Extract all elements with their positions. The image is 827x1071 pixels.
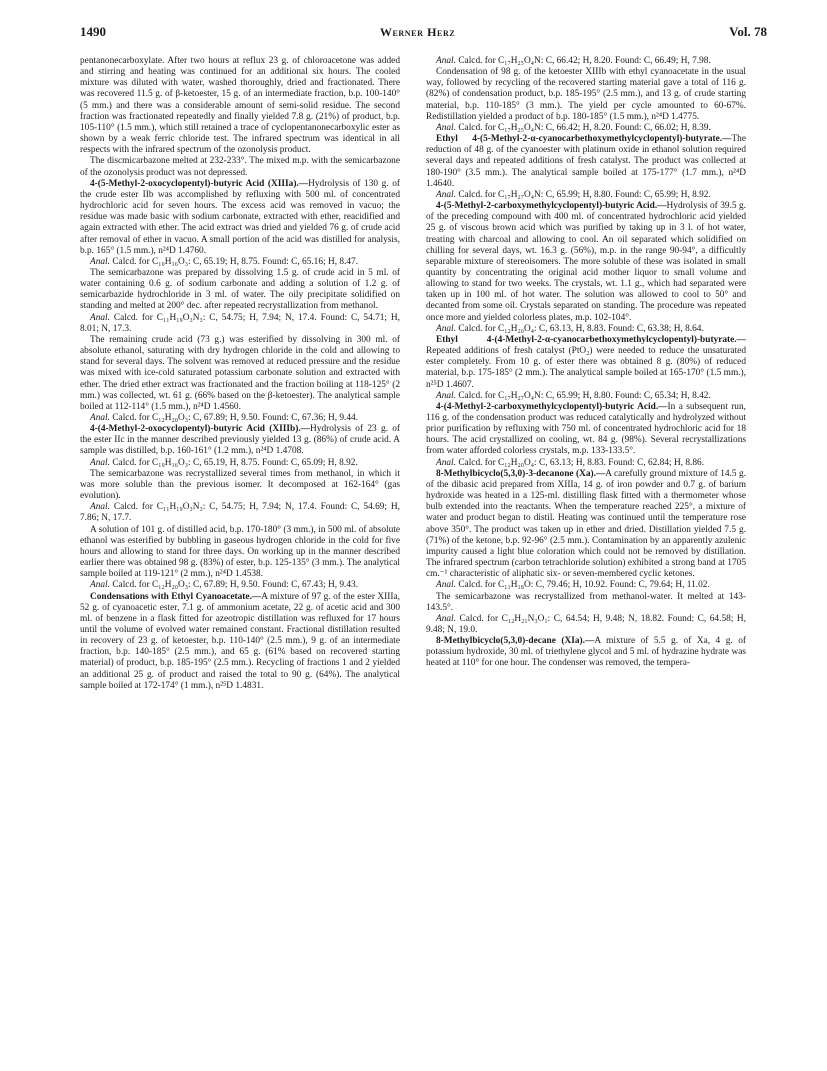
section-heading: Ethyl 4-(4-Methyl-2-α-cyanocarbethoxymethylcyclopentyl)-butyrate.— — [436, 334, 746, 345]
paragraph-text: Calcd. for C₁₁H₁₈O: C, 79.46; H, 10.92. Found: C, 79.64; H, 11.02. — [458, 580, 710, 591]
analysis-label: Anal. — [436, 323, 456, 334]
analysis-line — [80, 458, 400, 469]
analysis-label: Anal. — [436, 457, 456, 468]
paragraph-text: Calcd. for C₁₂H₂₀O₄: C, 63.13; H, 8.83. Found: C, 62.84; H, 8.86. — [458, 457, 705, 468]
analysis-label: Anal. — [90, 457, 110, 468]
paragraph — [80, 525, 400, 581]
analysis-line — [80, 580, 400, 591]
analysis-line — [426, 614, 746, 636]
paragraph-text: Calcd. for C₁₂H₂₁N₃O₁: C, 64.54; H, 9.48; N, 18.82. Found: C, 64.58; H, 9.48; N, 19.0. — [426, 613, 746, 635]
paragraph-text: Calcd. for C₁₀H₁₆O₃: C, 65.19; H, 8.75. Found: C, 65.16; H, 8.47. — [112, 256, 359, 267]
section-paragraph — [426, 469, 746, 581]
volume-label: Vol. 78 — [729, 24, 767, 39]
section-paragraph — [80, 592, 400, 692]
page-header — [80, 24, 767, 44]
page-number: 1490 — [80, 24, 106, 39]
paragraph-text: Calcd. for C₁₂H₂₀O₄: C, 63.13, H, 8.83. Found: C, 63.38; H, 8.64. — [458, 323, 704, 334]
paragraph-text: A carefully ground mixture of 14.5 g. of the dibasic acid prepared from XIIIa, 14 g. of iron powder and 0.7 g. of barium hydroxide was heated in a 125-ml. distilling flask fitted with a thermometer whose bulb extended into the reactants. When the temperature reached 225°, a mixture of water and product began to distil. Heating was continued until the temperature rose above 350°. The product was taken up in ether and dried. Distillation yielded 7.5 g. (71%) of the ketone, b.p. 92-96° (2.5 mm.). Contamination by an apparently azulenic impurity caused a light blue coloration which could not be removed by distillation. The infrared spectrum (carbon tetrachloride solution) exhibited a strong band at 1705 cm.⁻¹ characteristic of aliphatic six- or seven-membered cyclic ketones. — [426, 468, 746, 580]
paragraph-text: pentanonecarboxylate. After two hours at reflux 23 g. of chloroacetone was added and stirring and heating was continued for an additional six hours. The cooled mixture was diluted with water, washed thoroughly, dried and fractionated. There was recovered 11.5 g. of β-ketoester, 15 g. of an intermediate fraction, b.p. 100-140° (5 mm.) and there was a considerable amount of semi-solid residue. The second fraction was fractionated repeatedly and finally yielded 7.8 g. (21%) of product, b.p. 105-110° (1.5 mm.), which still retained a trace of cyclopentanonecarboxylic ester as shown by a weak ferric chloride test. The infrared spectrum was identical in all respects with the infrared spectrum of the ozonolysis product. — [80, 56, 400, 156]
analysis-label: Anal. — [90, 413, 110, 423]
section-heading: Condensations with Ethyl Cyanoacetate.— — [90, 591, 262, 602]
section-heading: 4-(5-Methyl-2-oxocyclopentyl)-butyric Acid (XIIIa).— — [90, 178, 309, 189]
analysis-line — [426, 391, 746, 402]
paragraph-text: Hydrolysis of 130 g. of the crude ester IIb was accomplished by refluxing with 500 ml. of concentrated hydrochloric acid for seven hours. The excess acid was removed in vacuo; the residue was made basic with sodium carbonate, extracted with ether, reacidified and again extracted with ether. The acid extract was dried and yielded 76 g. of crude acid after removal of ether in vacuo. A small portion of the acid was distilled for analysis, b.p. 165° (1.5 mm.), n²⁴D 1.4760. — [80, 178, 400, 256]
analysis-line — [80, 257, 400, 268]
left-column — [80, 56, 400, 692]
section-heading: 8-Methylbicyclo(5,3,0)-3-decanone (Xa).— — [436, 468, 606, 479]
analysis-line — [426, 56, 746, 67]
section-heading: 4-(4-Methyl-2-carboxymethylcyclopentyl)-butyric Acid.— — [436, 401, 668, 412]
paragraph-text: A mixture of 97 g. of the ester XIIIa, 52 g. of cyanoacetic ester, 7.1 g. of ammonium acetate, 22 g. of acetic acid and 300 ml. of benzene in a flask fitted for azeotropic distillation was refluxed for 17 hours until the volume of evolved water remained constant. Fractional distillation resulted in recovery of 23 g. of ketoester, b.p. 110-140° (2.5 mm.), 9 g. of an intermediate fraction, b.p. 140-185° (2.5 mm.), and 65 g. (61% based on recovered starting material) of product, b.p. 185-195° (2.5 mm.). Recycling of fractions 1 and 2 yielded an additional 25 g. of product and raised the total to 90 g. (64%). The analytical sample boiled at 172-174° (1 mm.), n²⁵D 1.4831. — [80, 591, 400, 691]
running-author: Werner Herz — [379, 25, 456, 39]
right-column — [426, 56, 746, 670]
paragraph-text: Calcd. for C₁₇H₂₅O₄N: C, 66.42; H, 8.20. Found: C, 66.49; H, 7.98. — [458, 56, 711, 66]
analysis-label: Anal. — [90, 312, 110, 323]
paragraph — [80, 156, 400, 178]
analysis-label: Anal. — [436, 613, 456, 624]
paragraph-text: Hydrolysis of 23 g. of the ester IIc in the manner described previously yielded 13 g. (86%) of crude acid. A sample was distilled, b.p. 160-161° (1.2 mm.), n²⁴D 1.4708. — [80, 424, 400, 457]
paragraph-text: The reduction of 48 g. of the cyanoester with platinum oxide in ethanol solution required several days and repeated additions of fresh catalyst. The product was collected at 180-190° (3.5 mm.). The analytical sample boiled at 175-177° (1.7 mm.), n²⁴D 1.4640. — [426, 134, 746, 189]
analysis-label: Anal. — [90, 502, 110, 513]
analysis-label: Anal. — [436, 122, 456, 133]
paragraph-text: Calcd. for C₁₂H₂₀O₃: C, 67.89; H, 9.50. Found: C, 67.36; H, 9.44. — [112, 413, 359, 423]
paragraph-text: The semicarbazone was prepared by dissolving 1.5 g. of crude acid in 5 ml. of water containing 0.6 g. of sodium carbonate and adding a solution of 1.2 g. of semicarbazide hydrochloride in 3 ml. of water. The oily precipitate solidified on standing and melted at 200° dec. after repeated recrystallization from methanol. — [80, 267, 400, 312]
section-paragraph — [426, 402, 746, 458]
paragraph — [426, 67, 746, 123]
analysis-line — [426, 123, 746, 134]
paragraph — [80, 469, 400, 502]
section-paragraph — [80, 424, 400, 457]
section-heading: Ethyl 4-(5-Methyl-2-α-cyanocarbethoxymethylcyclopentyl)-butyrate.— — [436, 134, 732, 145]
paragraph-text: In a subsequent run, 116 g. of the condensation product was reduced catalytically and hydrolyzed without prior purification by refluxing with 750 ml. of concentrated hydrochloric acid for 18 hours. The acid crystallized on cooling, wt. 84 g. (98%). Several recrystallizations from water afforded colorless crystals, m.p. 133-133.5°. — [426, 401, 746, 457]
section-paragraph — [426, 335, 746, 391]
analysis-label: Anal. — [436, 390, 456, 401]
paragraph-text: Calcd. for C₁₇H₂₇O₄N: C, 65.99; H, 8.80. Found: C, 65.99; H, 8.92. — [458, 189, 711, 200]
paragraph-text: A solution of 101 g. of distilled acid, b.p. 170-180° (3 mm.), in 500 ml. of absolute ethanol was esterified by bubbling in gaseous hydrogen chloride in the cold for five hours and allowing to stand for three days. On working up in the manner described earlier there was obtained 98 g. (83%) of ester, b.p. 125-135° (3 mm.). The analytical sample boiled at 119-121° (2 mm.), n²⁴D 1.4538. — [80, 524, 400, 580]
analysis-line — [80, 502, 400, 524]
analysis-line — [426, 458, 746, 469]
paragraph-text: Calcd. for C₁₁H₁₉O₃N₃: C, 54.75; H, 7.94; N, 17.4. Found: C, 54.71; H, 8.01; N, 17.3. — [80, 312, 400, 334]
analysis-line — [80, 413, 400, 424]
section-heading: 4-(5-Methyl-2-carboxymethylcyclopentyl)-butyric Acid.— — [436, 201, 667, 212]
paragraph-text: A mixture of 5.5 g. of Xa, 4 g. of potassium hydroxide, 30 ml. of triethylene glycol and 5 ml. of hydrazine hydrate was heated at 110° for one hour. The condenser was removed, the tempera- — [426, 636, 746, 669]
analysis-label: Anal. — [436, 189, 456, 200]
analysis-label: Anal. — [90, 580, 110, 591]
analysis-line — [80, 313, 400, 335]
paragraph-text: Calcd. for C₁₇H₂₅O₄N: C, 66.42; H, 8.20. Found: C, 66.02; H, 8.39. — [458, 122, 711, 133]
analysis-label: Anal. — [90, 256, 110, 267]
paragraph-text: Calcd. for C₁₁H₁₉O₃N₃: C, 54.75; H, 7.94; N, 17.4. Found: C, 54.69; H, 7.86; N, 17.7. — [80, 502, 400, 524]
paragraph-text: Calcd. for C₁₇H₂₇O₄N: C, 65.99; H, 8.80. Found: C, 65.34; H, 8.42. — [458, 390, 711, 401]
paragraph-text: Hydrolysis of 39.5 g. of the preceding compound with 400 ml. of concentrated hydrochloric acid yielded 25 g. of viscous brown acid which was purified by taking up in 3 l. of hot water, treating with charcoal and allowing to cool. An oil separated which solidified on chilling for several days, wt. 16.3 g. (56%), m.p. in the range 90-94°, a difficultly separable mixture of stereoisomers. The more soluble of these was isolated in small quantity by concentrating the original acid mother liquor to small volume and allowing to stand for two weeks. The crystals, wt. 1.1 g., which had separated were taken up in 100 ml. of hot water. The solution was allowed to cool to 50° and decanted from some oil. Crystals separated on standing. The procedure was repeated once more and yielded colorless plates, m.p. 102-104°. — [426, 201, 746, 323]
paragraph-text: The discmicarbazone melted at 232-233°. The mixed m.p. with the semicarbazone of the ozonolysis product was not depressed. — [80, 156, 400, 178]
paragraph — [426, 592, 746, 614]
analysis-line — [426, 580, 746, 591]
paragraph-text: Calcd. for C₁₀H₁₆O₃: C, 65.19, H, 8.75. Found: C, 65.09; H, 8.92. — [112, 457, 358, 468]
paragraph-text: Repeated additions of fresh catalyst (PtO₂) were needed to reduce the unsaturated ester completely. From 10 g. of ester there was obtained 8 g. (80%) of reduced material, b.p. 175-185° (2 mm.). The analytical sample boiled at 165-170° (1.5 mm.), n²⁵D 1.4607. — [426, 346, 746, 390]
section-paragraph — [426, 201, 746, 324]
section-paragraph — [80, 179, 400, 257]
paragraph-text: The remaining crude acid (73 g.) was esterified by dissolving in 300 ml. of absolute ethanol, saturating with dry hydrogen chloride in the cold and allowing to stand for several days. The solvent was removed at reduced pressure and the residue was mixed with ice-cold saturated potassium carbonate solution and extracted with ether. The dried ether extract was fractionated and the fraction boiling at 118-125° (2 mm.) was collected, wt. 61 g. (66% based on the β-ketoester). The analytical sample boiled at 112-114° (1.5 mm.), n²⁴D 1.4560. — [80, 334, 400, 412]
analysis-line — [426, 324, 746, 335]
section-heading: 8-Methylbicyclo(5,3,0)-decane (XIa).— — [436, 636, 595, 647]
section-paragraph — [426, 134, 746, 190]
paragraph-continued — [80, 56, 400, 156]
analysis-label: Anal. — [436, 580, 456, 591]
paragraph-text: The semicarbazone was recrystallized several times from methanol, in which it was more soluble than the previous isomer. It decomposed at 162-164° (gas evolution). — [80, 468, 400, 502]
paragraph — [80, 268, 400, 313]
section-heading: 4-(4-Methyl-2-oxocyclopentyl)-butyric Acid (XIIIb).— — [90, 424, 311, 435]
paragraph-text: Calcd. for C₁₂H₂₀O₃: C, 67.89; H, 9.50. Found: C, 67.43; H, 9.43. — [112, 580, 359, 591]
section-paragraph — [426, 636, 746, 669]
paragraph-text: The semicarbazone was recrystallized from methanol-water. It melted at 143-143.5°. — [426, 591, 746, 613]
analysis-label: Anal. — [436, 56, 456, 66]
analysis-line — [426, 190, 746, 201]
paragraph — [80, 335, 400, 413]
paragraph-text: Condensation of 98 g. of the ketoester XIIIb with ethyl cyanoacetate in the usual way, followed by recycling of the recovered starting material gave a total of 116 g. (82%) of condensation product, b.p. 185-195° (2.5 mm.), and 13 g. of crude starting material, b.p. 110-185° (3 mm.). The yield per cycle amounted to 60-67%. Redistillation yielded a product of b.p. 180-185° (1.5 mm.), n²⁴D 1.4775. — [426, 67, 746, 122]
